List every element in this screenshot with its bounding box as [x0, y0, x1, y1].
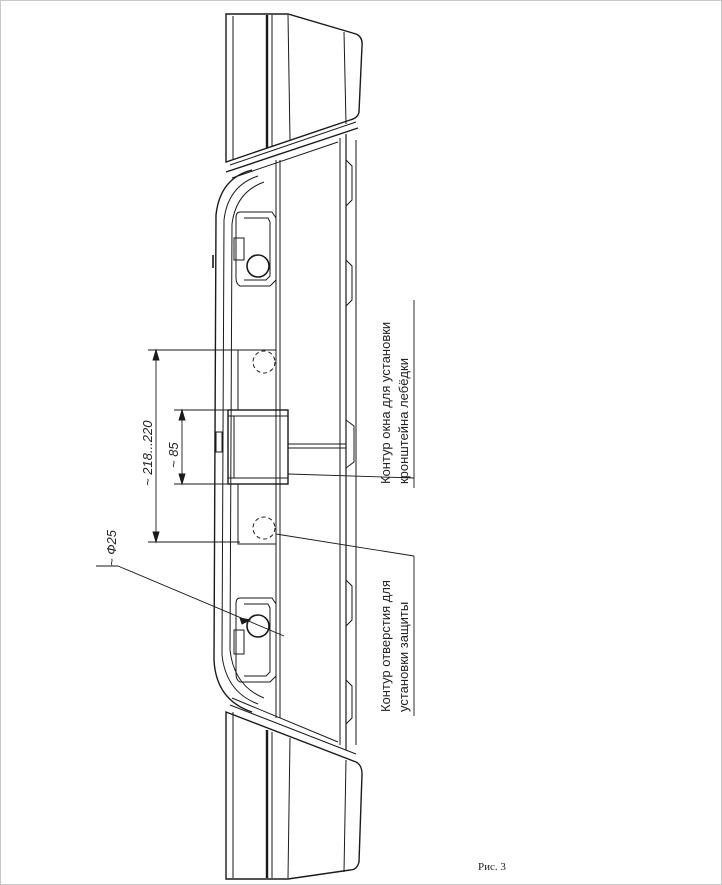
dimension-lines: [96, 350, 284, 636]
window-dimension-label: ~ 85: [166, 442, 181, 468]
figure-label: Рис. 3: [478, 861, 506, 873]
guard-hole-contours: [253, 351, 275, 539]
top-end-cap: [226, 14, 362, 178]
winch-window-note-line1: Контур окна для установки: [378, 321, 393, 484]
guard-hole-note-line1: Контур отверстия для: [378, 580, 393, 712]
lower-mount-bracket: [234, 598, 276, 682]
overall-dimension-label: ~ 218...220: [140, 420, 155, 486]
guard-hole-note-line2: установки защиты: [396, 601, 411, 712]
upper-mount-bracket: [234, 212, 276, 286]
note-leaders: [276, 300, 414, 716]
winch-window-note-line2: кронштейна лебёдки: [396, 358, 411, 484]
hole-diameter-label: ~ Ф25: [104, 530, 119, 566]
bottom-end-cap: [226, 698, 362, 879]
winch-window-contour: [216, 350, 346, 544]
